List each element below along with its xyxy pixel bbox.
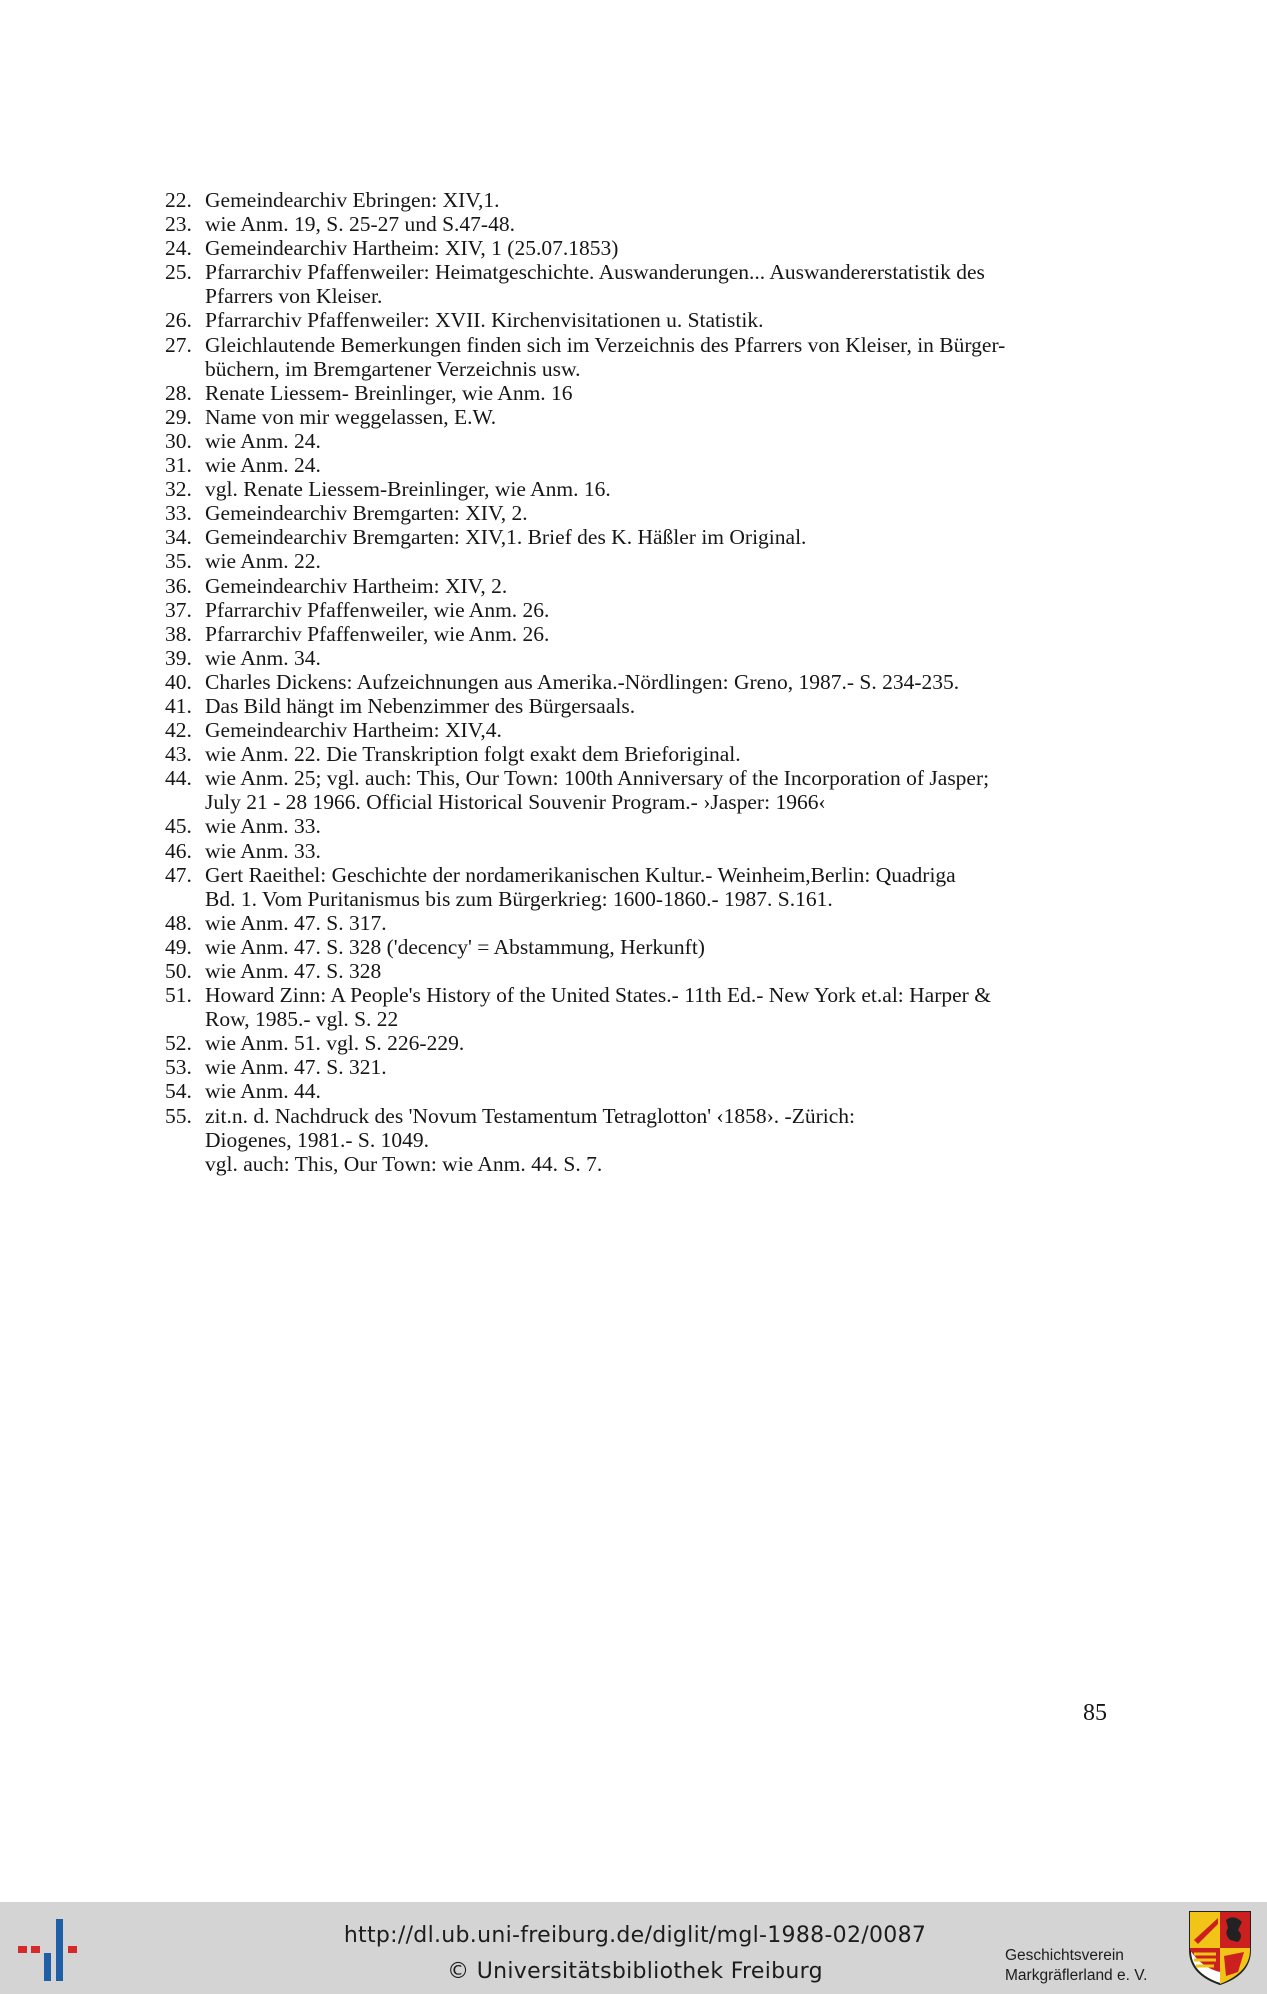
endnote-item xyxy=(165,839,1105,863)
endnote-text: wie Anm. 47. S. 317. xyxy=(205,910,387,935)
endnote-item xyxy=(165,381,1105,405)
ub-freiburg-logo-icon[interactable] xyxy=(18,1913,82,1983)
endnote-item xyxy=(165,1055,1105,1079)
endnote-text: wie Anm. 25; vgl. auch: This, Our Town: 100th Anniversary of the Incorporation of Jasper; July 21 - 28 1966. Official Historical Souvenir Program.- ›Jasper: 1966‹ xyxy=(205,766,990,815)
footer-copyright: © Universitätsbibliothek Freiburg xyxy=(447,1959,823,1984)
endnote-number: 45. xyxy=(165,814,192,839)
endnote-text: Gleichlautende Bemerkungen finden sich im Verzeichnis des Pfarrers von Kleiser, in Bürger- büchern, im Bremgartener Verzeichnis usw. xyxy=(205,332,1006,381)
endnote-number: 41. xyxy=(165,693,192,718)
endnote-number: 25. xyxy=(165,260,192,285)
page-number: 85 xyxy=(1083,1700,1107,1726)
endnote-number: 24. xyxy=(165,236,192,261)
endnote-item xyxy=(165,453,1105,477)
endnote-number: 22. xyxy=(165,188,192,212)
endnote-number: 32. xyxy=(165,477,192,502)
endnote-number: 49. xyxy=(165,934,192,959)
endnote-number: 37. xyxy=(165,597,192,622)
endnote-text: wie Anm. 47. S. 328 xyxy=(205,959,382,983)
endnote-number: 31. xyxy=(165,453,192,478)
endnote-text: Gert Raeithel: Geschichte der nordamerikanischen Kultur.- Weinheim,Berlin: Quadriga Bd. 1. Vom Puritanismus bis zum Bürgerkrieg: 1600-1860.- 1987. S.161. xyxy=(205,862,956,911)
endnote-item xyxy=(165,1079,1105,1103)
endnote-item xyxy=(165,959,1105,983)
endnote-item xyxy=(165,549,1105,573)
endnote-item xyxy=(165,935,1105,959)
endnote-text: wie Anm. 47. S. 321. xyxy=(205,1055,387,1080)
endnote-text: wie Anm. 33. xyxy=(205,814,321,839)
endnote-item xyxy=(165,911,1105,935)
endnote-text: wie Anm. 24. xyxy=(205,428,321,453)
endnote-text: Renate Liessem- Breinlinger, wie Anm. 16 xyxy=(205,380,573,405)
endnote-item xyxy=(165,405,1105,429)
endnote-number: 30. xyxy=(165,428,192,453)
endnote-item xyxy=(165,525,1105,549)
endnote-text: wie Anm. 22. Die Transkription folgt exakt dem Brieforiginal. xyxy=(205,742,741,767)
endnote-item xyxy=(165,863,1105,911)
endnote-item xyxy=(165,477,1105,501)
endnote-item xyxy=(165,212,1105,236)
endnote-item xyxy=(165,983,1105,1031)
endnote-item xyxy=(165,694,1105,718)
endnote-number: 29. xyxy=(165,404,192,429)
endnote-number: 43. xyxy=(165,742,192,767)
endnote-number: 54. xyxy=(165,1079,192,1104)
endnote-item xyxy=(165,188,1105,212)
endnote-number: 53. xyxy=(165,1055,192,1080)
endnote-item xyxy=(165,308,1105,332)
endnote-item xyxy=(165,236,1105,260)
endnote-number: 36. xyxy=(165,573,192,598)
endnote-number: 23. xyxy=(165,212,192,237)
endnote-text: Pfarrarchiv Pfaffenweiler, wie Anm. 26. xyxy=(205,597,550,622)
endnote-text: Das Bild hängt im Nebenzimmer des Bürgersaals. xyxy=(205,693,636,718)
endnote-text: vgl. Renate Liessem-Breinlinger, wie Anm. 16. xyxy=(205,477,611,502)
endnote-text: wie Anm. 51. vgl. S. 226-229. xyxy=(205,1031,465,1056)
endnote-item xyxy=(165,1104,1105,1176)
endnote-item xyxy=(165,1031,1105,1055)
endnote-item xyxy=(165,670,1105,694)
endnote-item xyxy=(165,814,1105,838)
endnote-item xyxy=(165,742,1105,766)
endnote-text: Gemeindearchiv Bremgarten: XIV,1. Brief des K. Häßler im Original. xyxy=(205,525,807,550)
endnote-number: 50. xyxy=(165,959,192,983)
endnote-number: 40. xyxy=(165,669,192,694)
endnote-number: 46. xyxy=(165,838,192,863)
endnote-text: Charles Dickens: Aufzeichnungen aus Amerika.-Nördlingen: Greno, 1987.- S. 234-235. xyxy=(205,669,960,694)
coat-of-arms-icon[interactable] xyxy=(1188,1910,1252,1986)
society-name-line1: Geschichtsverein xyxy=(1005,1947,1124,1964)
endnote-text: Howard Zinn: A People's History of the United States.- 11th Ed.- New York et.al: Harper & Row, 1985.- vgl. S. 22 xyxy=(205,983,991,1032)
endnote-text: Pfarrarchiv Pfaffenweiler: Heimatgeschichte. Auswanderungen... Auswandererstatistik des Pfarrers von Kleiser. xyxy=(205,260,985,309)
society-name-line2: Markgräflerland e. V. xyxy=(1005,1967,1148,1984)
endnote-text: wie Anm. 44. xyxy=(205,1079,321,1104)
endnote-text: wie Anm. 34. xyxy=(205,645,321,670)
endnotes-list xyxy=(165,188,1105,1176)
endnote-item xyxy=(165,718,1105,742)
endnote-text: Gemeindearchiv Hartheim: XIV,4. xyxy=(205,718,502,743)
endnote-text: wie Anm. 22. xyxy=(205,549,321,574)
endnote-text: Gemeindearchiv Hartheim: XIV, 1 (25.07.1853) xyxy=(205,236,619,261)
endnote-text: Pfarrarchiv Pfaffenweiler, wie Anm. 26. xyxy=(205,621,550,646)
endnote-number: 52. xyxy=(165,1031,192,1056)
endnote-text: wie Anm. 24. xyxy=(205,453,321,478)
endnote-item xyxy=(165,501,1105,525)
endnote-text: zit.n. d. Nachdruck des 'Novum Testamentum Tetraglotton' ‹1858›. -Zürich: Diogenes, 1981.- S. 1049. vgl. auch: This, Our Town: wie Anm. 44. S. 7. xyxy=(205,1103,855,1176)
endnote-item xyxy=(165,598,1105,622)
endnote-text: wie Anm. 47. S. 328 ('decency' = Abstammung, Herkunft) xyxy=(205,934,705,959)
endnote-text: Gemeindearchiv Ebringen: XIV,1. xyxy=(205,188,500,212)
endnote-item xyxy=(165,429,1105,453)
endnote-text: Gemeindearchiv Bremgarten: XIV, 2. xyxy=(205,501,528,526)
endnote-number: 38. xyxy=(165,621,192,646)
society-name[interactable] xyxy=(1005,1946,1180,1986)
endnote-text: wie Anm. 33. xyxy=(205,838,321,863)
endnote-number: 55. xyxy=(165,1103,192,1128)
endnote-number: 39. xyxy=(165,645,192,670)
endnote-text: wie Anm. 19, S. 25-27 und S.47-48. xyxy=(205,212,515,237)
endnote-number: 33. xyxy=(165,501,192,526)
endnote-item xyxy=(165,766,1105,814)
endnote-text: Pfarrarchiv Pfaffenweiler: XVII. Kirchenvisitationen u. Statistik. xyxy=(205,308,764,333)
footer-url-link[interactable]: http://dl.ub.uni-freiburg.de/diglit/mgl-1988-02/0087 xyxy=(343,1923,927,1948)
endnote-number: 44. xyxy=(165,766,192,791)
endnote-number: 35. xyxy=(165,549,192,574)
endnote-text: Name von mir weggelassen, E.W. xyxy=(205,404,497,429)
endnote-number: 47. xyxy=(165,862,192,887)
endnote-number: 34. xyxy=(165,525,192,550)
endnote-item xyxy=(165,333,1105,381)
endnote-number: 48. xyxy=(165,910,192,935)
endnote-number: 42. xyxy=(165,718,192,743)
endnote-item xyxy=(165,260,1105,308)
endnote-number: 28. xyxy=(165,380,192,405)
endnote-number: 51. xyxy=(165,983,192,1008)
endnote-item xyxy=(165,574,1105,598)
endnote-text: Gemeindearchiv Hartheim: XIV, 2. xyxy=(205,573,508,598)
endnote-item xyxy=(165,646,1105,670)
endnote-item xyxy=(165,622,1105,646)
endnote-number: 27. xyxy=(165,332,192,357)
endnote-number: 26. xyxy=(165,308,192,333)
